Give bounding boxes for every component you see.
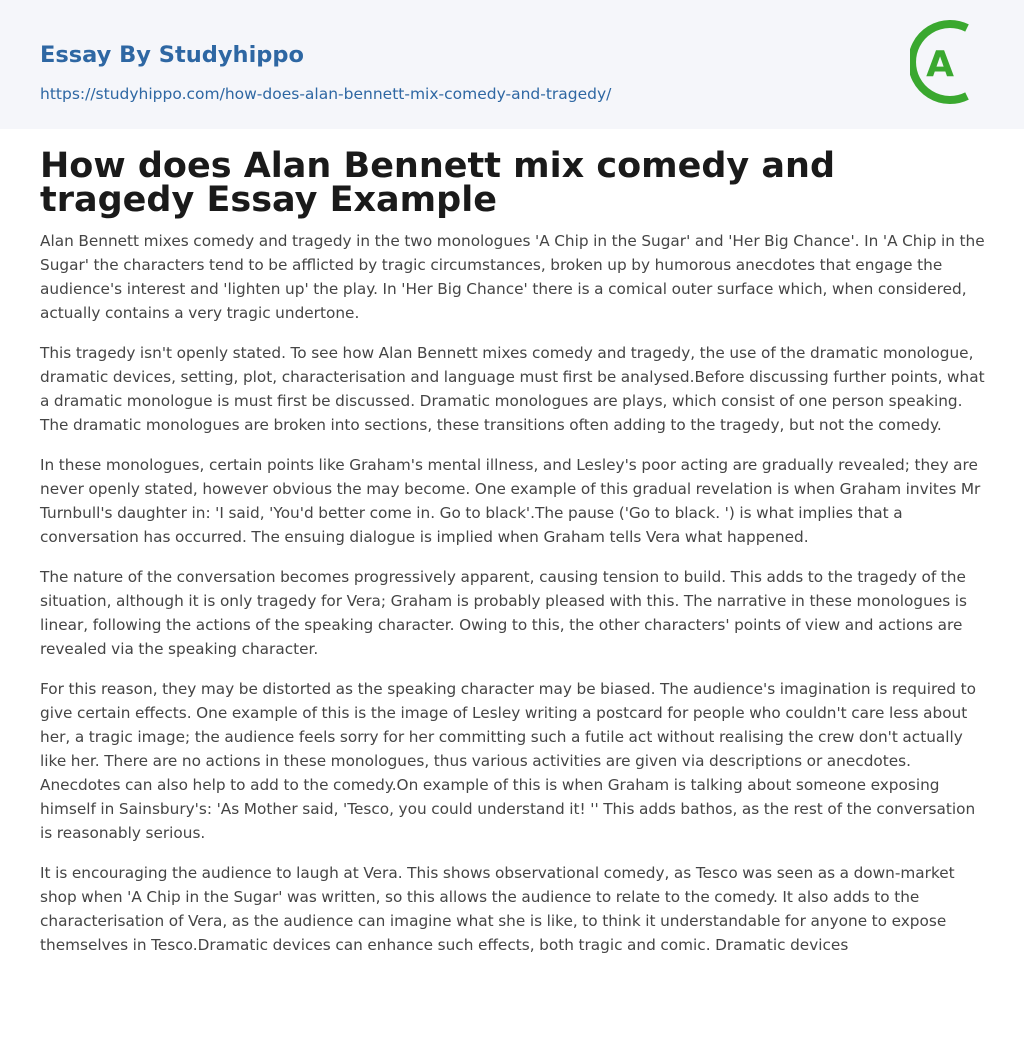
essay-paragraph: Alan Bennett mixes comedy and tragedy in the two monologues 'A Chip in the Sugar' and 'Her Big Chance'. In 'A Chip in the Sugar' the characters tend to be afflicted by tragic circumstances, broken up by humorous anecdotes that engage the audience's interest and 'lighten up' the play. In 'Her Big Chance' there is a comical outer surface which, when considered, actually contains a very tragic undertone. <box>40 232 985 322</box>
site-header <box>0 0 1024 129</box>
essay-body <box>40 229 990 973</box>
page-title: How does Alan Bennett mix comedy and tragedy Essay Example <box>40 146 836 220</box>
essay-paragraph: The nature of the conversation becomes progressively apparent, causing tension to build. This adds to the tragedy of the situation, although it is only tragedy for Vera; Graham is probably pleased with this. The narrative in these monologues is linear, following the actions of the speaking character. Owing to this, the other characters' points of view and actions are revealed via the speaking character. <box>40 568 967 658</box>
essay-paragraph: This tragedy isn't openly stated. To see how Alan Bennett mixes comedy and tragedy, the use of the dramatic monologue, dramatic devices, setting, plot, characterisation and language must first be analysed.Before discussing further points, what a dramatic monologue is must first be discussed. Dramatic monologues are plays, which consist of one person speaking. The dramatic monologues are broken into sections, these transitions often adding to the tragedy, but not the comedy. <box>40 344 985 434</box>
site-brand[interactable]: Essay By Studyhippo <box>40 42 304 68</box>
essay-paragraph: It is encouraging the audience to laugh at Vera. This shows observational comedy, as Tesco was seen as a down-market shop when 'A Chip in the Sugar' was written, so this allows the audience to relate to the comedy. It also adds to the characterisation of Vera, as the audience can imagine what she is like, to think it understandable for anyone to expose themselves in Tesco.Dramatic devices can enhance such effects, both tragic and comic. Dramatic devices <box>40 864 955 954</box>
essay-paragraph: In these monologues, certain points like Graham's mental illness, and Lesley's poor acting are gradually revealed; they are never openly stated, however obvious the may become. One example of this gradual revelation is when Graham invites Mr Turnbull's daughter in: 'I said, 'You'd better come in. Go to black'.The pause ('Go to black. ') is what implies that a conversation has occurred. The ensuing dialogue is implied when Graham tells Vera what happened. <box>40 456 981 546</box>
essay-paragraph: For this reason, they may be distorted as the speaking character may be biased. The audience's imagination is required to give certain effects. One example of this is the image of Lesley writing a postcard for people who couldn't care less about her, a tragic image; the audience feels sorry for her committing such a futile act without realising the crew don't actually like her. There are no actions in these monologues, thus various activities are given via descriptions or anecdotes. Anecdotes can also help to add to the comedy.On example of this is when Graham is talking about someone exposing himself in Sainsbury's: 'As Mother said, 'Tesco, you could understand it! '' This adds bathos, as the rest of the conversation is reasonably serious. <box>40 680 976 842</box>
page-url-link[interactable]: https://studyhippo.com/how-does-alan-bennett-mix-comedy-and-tragedy/ <box>40 85 612 103</box>
svg-text:A: A <box>926 44 954 85</box>
studyhippo-logo-icon[interactable] <box>910 18 988 106</box>
